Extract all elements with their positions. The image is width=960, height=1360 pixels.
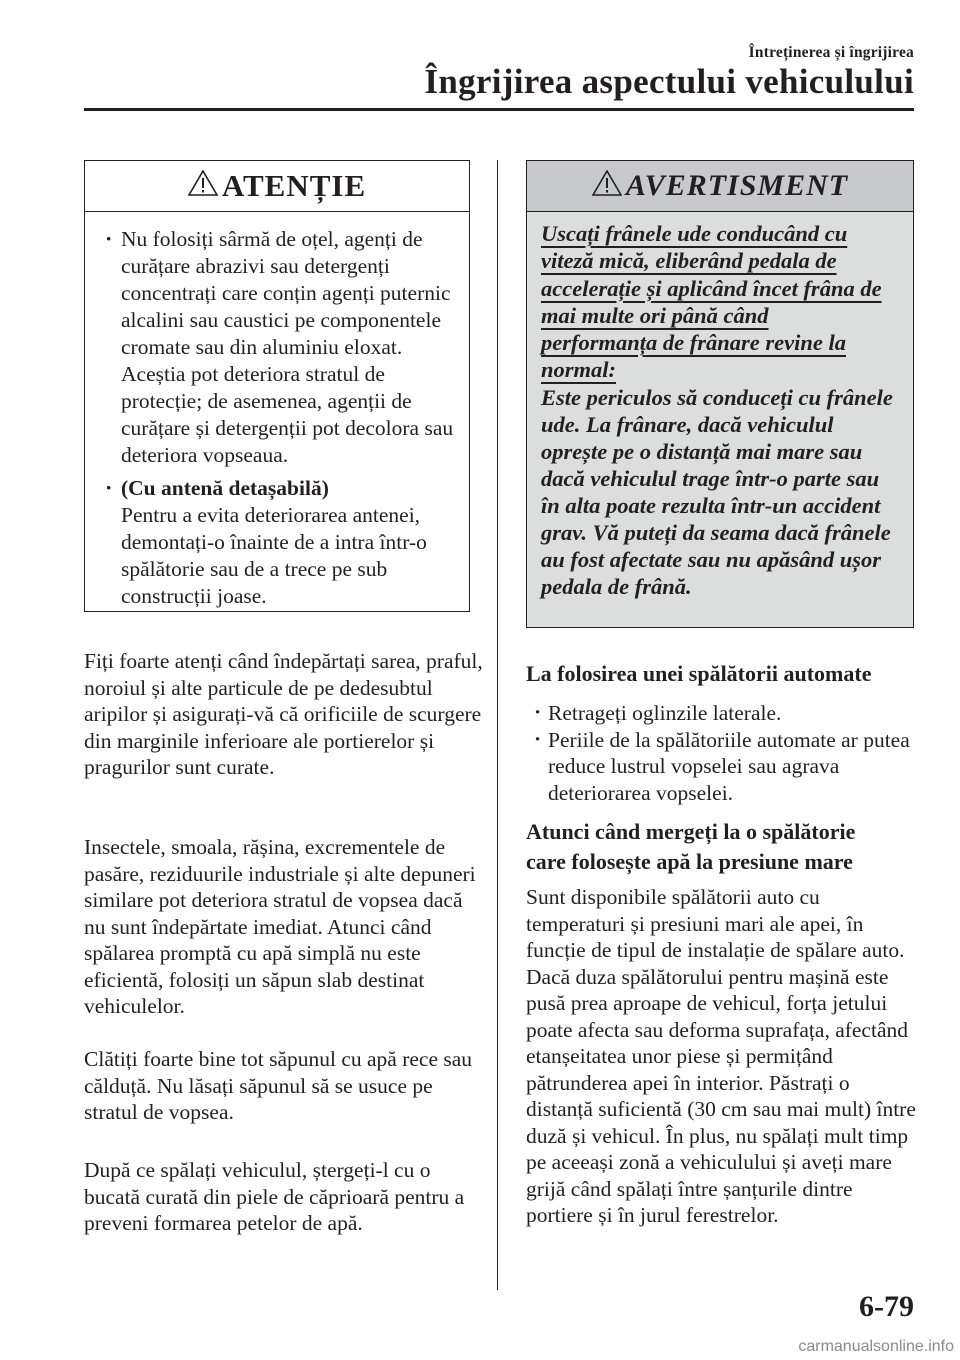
caution-box (84, 160, 470, 612)
heading-line: Atunci când mergeți la o spălătorie (526, 819, 856, 844)
warning-triangle-icon (188, 170, 218, 196)
watermark: carmanualsonline.info (798, 1338, 954, 1355)
caution-item-title: · (Cu antenă detașabilă) (121, 476, 329, 500)
caution-list (85, 212, 469, 610)
warning-body (527, 212, 913, 600)
caution-heading: ATENȚIE (221, 168, 367, 203)
page-title: Îngrijirea aspectului vehiculului (424, 62, 914, 101)
warning-text: Este periculos să conduceți cu frânele ude. La frânare, dacă vehiculul oprește pe o distanță mai mare sau dacă vehiculul trage într-o parte sau în alta poate rezulta într-un accident grav. Vă puteți da seama dacă frânele au fost afectate sau nu apăsând ușor pedala de frână. (541, 384, 893, 599)
caution-item (103, 475, 455, 610)
list-item: · Retrageți oglinzile laterale. (534, 700, 914, 727)
caution-item-text: Pentru a evita deteriorarea antenei, demontați-o înainte de a intra într-o spălătorie sau de a trece pe sub construcții joase. (121, 503, 427, 608)
warning-instruction (541, 220, 899, 384)
caution-item (103, 226, 455, 469)
warning-instruction-line: mai multe ori până când (541, 302, 769, 328)
warning-header (527, 161, 913, 212)
body-paragraph: Fiți foarte atenți când îndepărtați sarea, praful, noroiul și alte particule de pe dedesubtul aripilor și asigurați-vă că orificiile de scurgere din marginile inferioare ale portierelor și pragurilor sunt curate. (84, 649, 483, 779)
section-heading-automatic-wash: La folosirea unei spălătorii automate (526, 661, 872, 686)
caution-header (85, 161, 469, 212)
body-paragraph: Insectele, smoala, rășina, excrementele de pasăre, reziduurile industriale și alte depuneri similare pot deteriora stratul de vopsea dacă nu sunt îndepărtate imediat. Atunci când spălarea promptă cu apă simplă nu este eficientă, folosiți un săpun slab destinat vehiculelor. (84, 835, 476, 1018)
section-heading-pressure-wash (526, 817, 926, 877)
warning-heading: AVERTISMENT (625, 169, 849, 202)
warning-instruction-line: accelerație și aplicând încet frâna de (541, 275, 882, 301)
header-rule (84, 108, 914, 111)
column-divider (497, 160, 498, 1290)
section-subtitle: Întreținerea și îngrijirea (748, 44, 914, 61)
page-number: 6-79 (859, 1290, 914, 1323)
warning-box (526, 160, 914, 628)
list-item: · Periile de la spălătoriile automate ar putea reduce lustrul vopselei sau agrava deteriorarea vopselei. (534, 727, 914, 807)
body-paragraph: Sunt disponibile spălătorii auto cu temperaturi și presiuni mari ale apei, în funcție de tipul de instalație de spălare auto. Dacă duza spălătorului pentru mașină este pusă prea aproape de vehicul, forța jetului poate afecta sau deforma suprafața, afectând etanșeitatea unor piese și permițând pătrunderea apei în interior. Păstrați o distanță suficientă (30 cm sau mai mult) între duză și vehicul. În plus, nu spălați mult timp pe aceeași zonă a vehiculului și aveți mare grijă când spălați între șanțurile dintre portiere și în jurul ferestrelor. (526, 885, 916, 1227)
automatic-wash-list (526, 700, 914, 806)
warning-triangle-icon (592, 170, 622, 196)
caution-item-text: Nu folosiți sârmă de oțel, agenți de curățare abrazivi sau detergenți concentrați care conțin agenți puternic alcalini sau caustici pe componentele cromate sau din aluminiu eloxat. Aceștia pot deteriora stratul de protecție; de asemenea, agenții de curățare și detergenții pot decolora sau deteriora vopseaua. (121, 227, 454, 467)
warning-instruction-line: Uscați frânele ude conducând cu (541, 221, 848, 246)
warning-instruction-line: normal: (541, 357, 617, 383)
heading-line: care folosește apă la presiune mare (526, 849, 853, 874)
warning-instruction-line: performanța de frânare revine la (541, 330, 846, 356)
body-paragraph: Clătiți foarte bine tot săpunul cu apă rece sau călduță. Nu lăsați săpunul să se usuce pe stratul de vopsea. (84, 1047, 473, 1124)
warning-instruction-line: viteză mică, eliberând pedala de (541, 248, 837, 274)
body-paragraph: După ce spălați vehiculul, ștergeți-l cu o bucată curată din piele de căprioară pentru a preveni formarea petelor de apă. (84, 1158, 465, 1235)
